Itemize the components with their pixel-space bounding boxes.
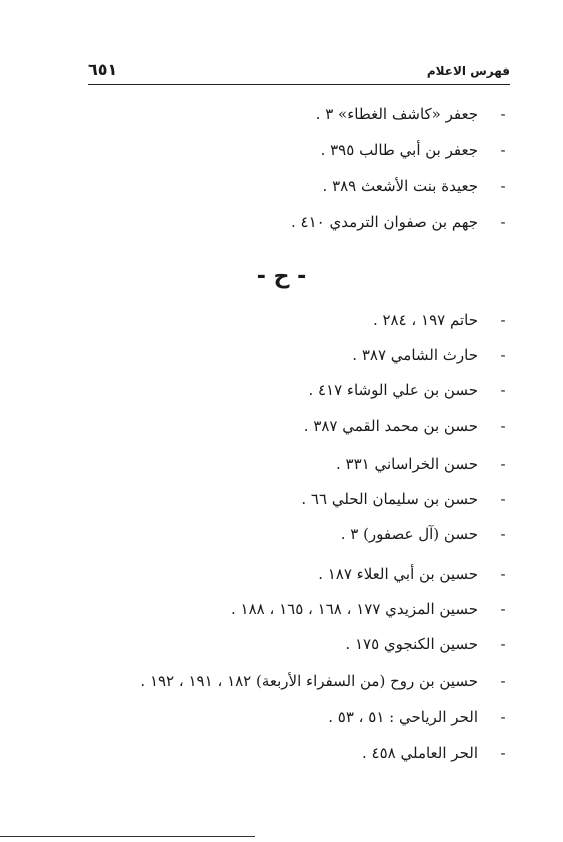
entry-text: الحر الرياحي : ٥١ ، ٥٣ . [328, 708, 478, 726]
index-entry [60, 341, 510, 369]
entry-text: حسين بن أبي العلاء ١٨٧ . [318, 565, 478, 583]
section-heading: - ح - [256, 264, 307, 289]
entry-dash: - [500, 672, 506, 690]
index-entry [60, 520, 510, 548]
index-entry [60, 412, 510, 440]
index-entry [60, 100, 510, 128]
entry-dash: - [500, 565, 506, 583]
index-entry [60, 306, 510, 334]
entry-dash: - [500, 381, 506, 399]
entry-dash: - [500, 177, 506, 195]
entry-text: حسين الكنجوي ١٧٥ . [345, 635, 478, 653]
entry-text: جهم بن صفوان الترمدي ٤١٠ . [291, 213, 478, 231]
entry-text: حسن (آل عصفور) ٣ . [340, 525, 478, 543]
entry-dash: - [500, 213, 506, 231]
index-entry [60, 630, 510, 658]
index-entry [60, 376, 510, 404]
entry-dash: - [500, 417, 506, 435]
entry-text: حسن بن علي الوشاء ٤١٧ . [308, 381, 478, 399]
entry-text: حسن الخراساني ٣٣١ . [335, 455, 478, 473]
entry-text: جعفر بن أبي طالب ٣٩٥ . [320, 141, 478, 159]
entry-dash: - [500, 105, 506, 123]
entry-dash: - [500, 455, 506, 473]
index-entry [60, 136, 510, 164]
index-entry [60, 485, 510, 513]
entry-text: حارث الشامي ٣٨٧ . [352, 346, 478, 364]
entry-text: جعيدة بنت الأشعث ٣٨٩ . [322, 177, 478, 195]
entry-dash: - [500, 600, 506, 618]
running-title: فهرس الاعلام [426, 64, 510, 78]
page-header [88, 62, 510, 85]
entry-dash: - [500, 141, 506, 159]
index-entry [60, 208, 510, 236]
entry-text: حاتم ١٩٧ ، ٢٨٤ . [372, 311, 478, 329]
index-entry [60, 450, 510, 478]
entry-dash: - [500, 346, 506, 364]
index-entry [60, 595, 510, 623]
entry-dash: - [500, 490, 506, 508]
index-entry [60, 172, 510, 200]
footer-rule [0, 836, 255, 837]
index-entry [60, 667, 510, 695]
entry-dash: - [500, 708, 506, 726]
entry-text: حسن بن سليمان الحلي ٦٦ . [301, 490, 478, 508]
index-entry [60, 703, 510, 731]
index-entry [60, 560, 510, 588]
entry-text: جعفر «كاشف الغطاء» ٣ . [315, 105, 478, 123]
index-entry [60, 739, 510, 767]
entry-text: حسين بن روح (من السفراء الأربعة) ١٨٢ ، ١٩١ ، ١٩٢ . [140, 672, 478, 690]
entry-dash: - [500, 635, 506, 653]
entry-text: حسين المزيدي ١٧٧ ، ١٦٨ ، ١٦٥ ، ١٨٨ . [230, 600, 478, 618]
entry-dash: - [500, 744, 506, 762]
page-number: ٦٥١ [88, 60, 118, 79]
entry-dash: - [500, 311, 506, 329]
entry-dash: - [500, 525, 506, 543]
entry-text: حسن بن محمد القمي ٣٨٧ . [303, 417, 478, 435]
entry-text: الحر العاملي ٤٥٨ . [362, 744, 478, 762]
